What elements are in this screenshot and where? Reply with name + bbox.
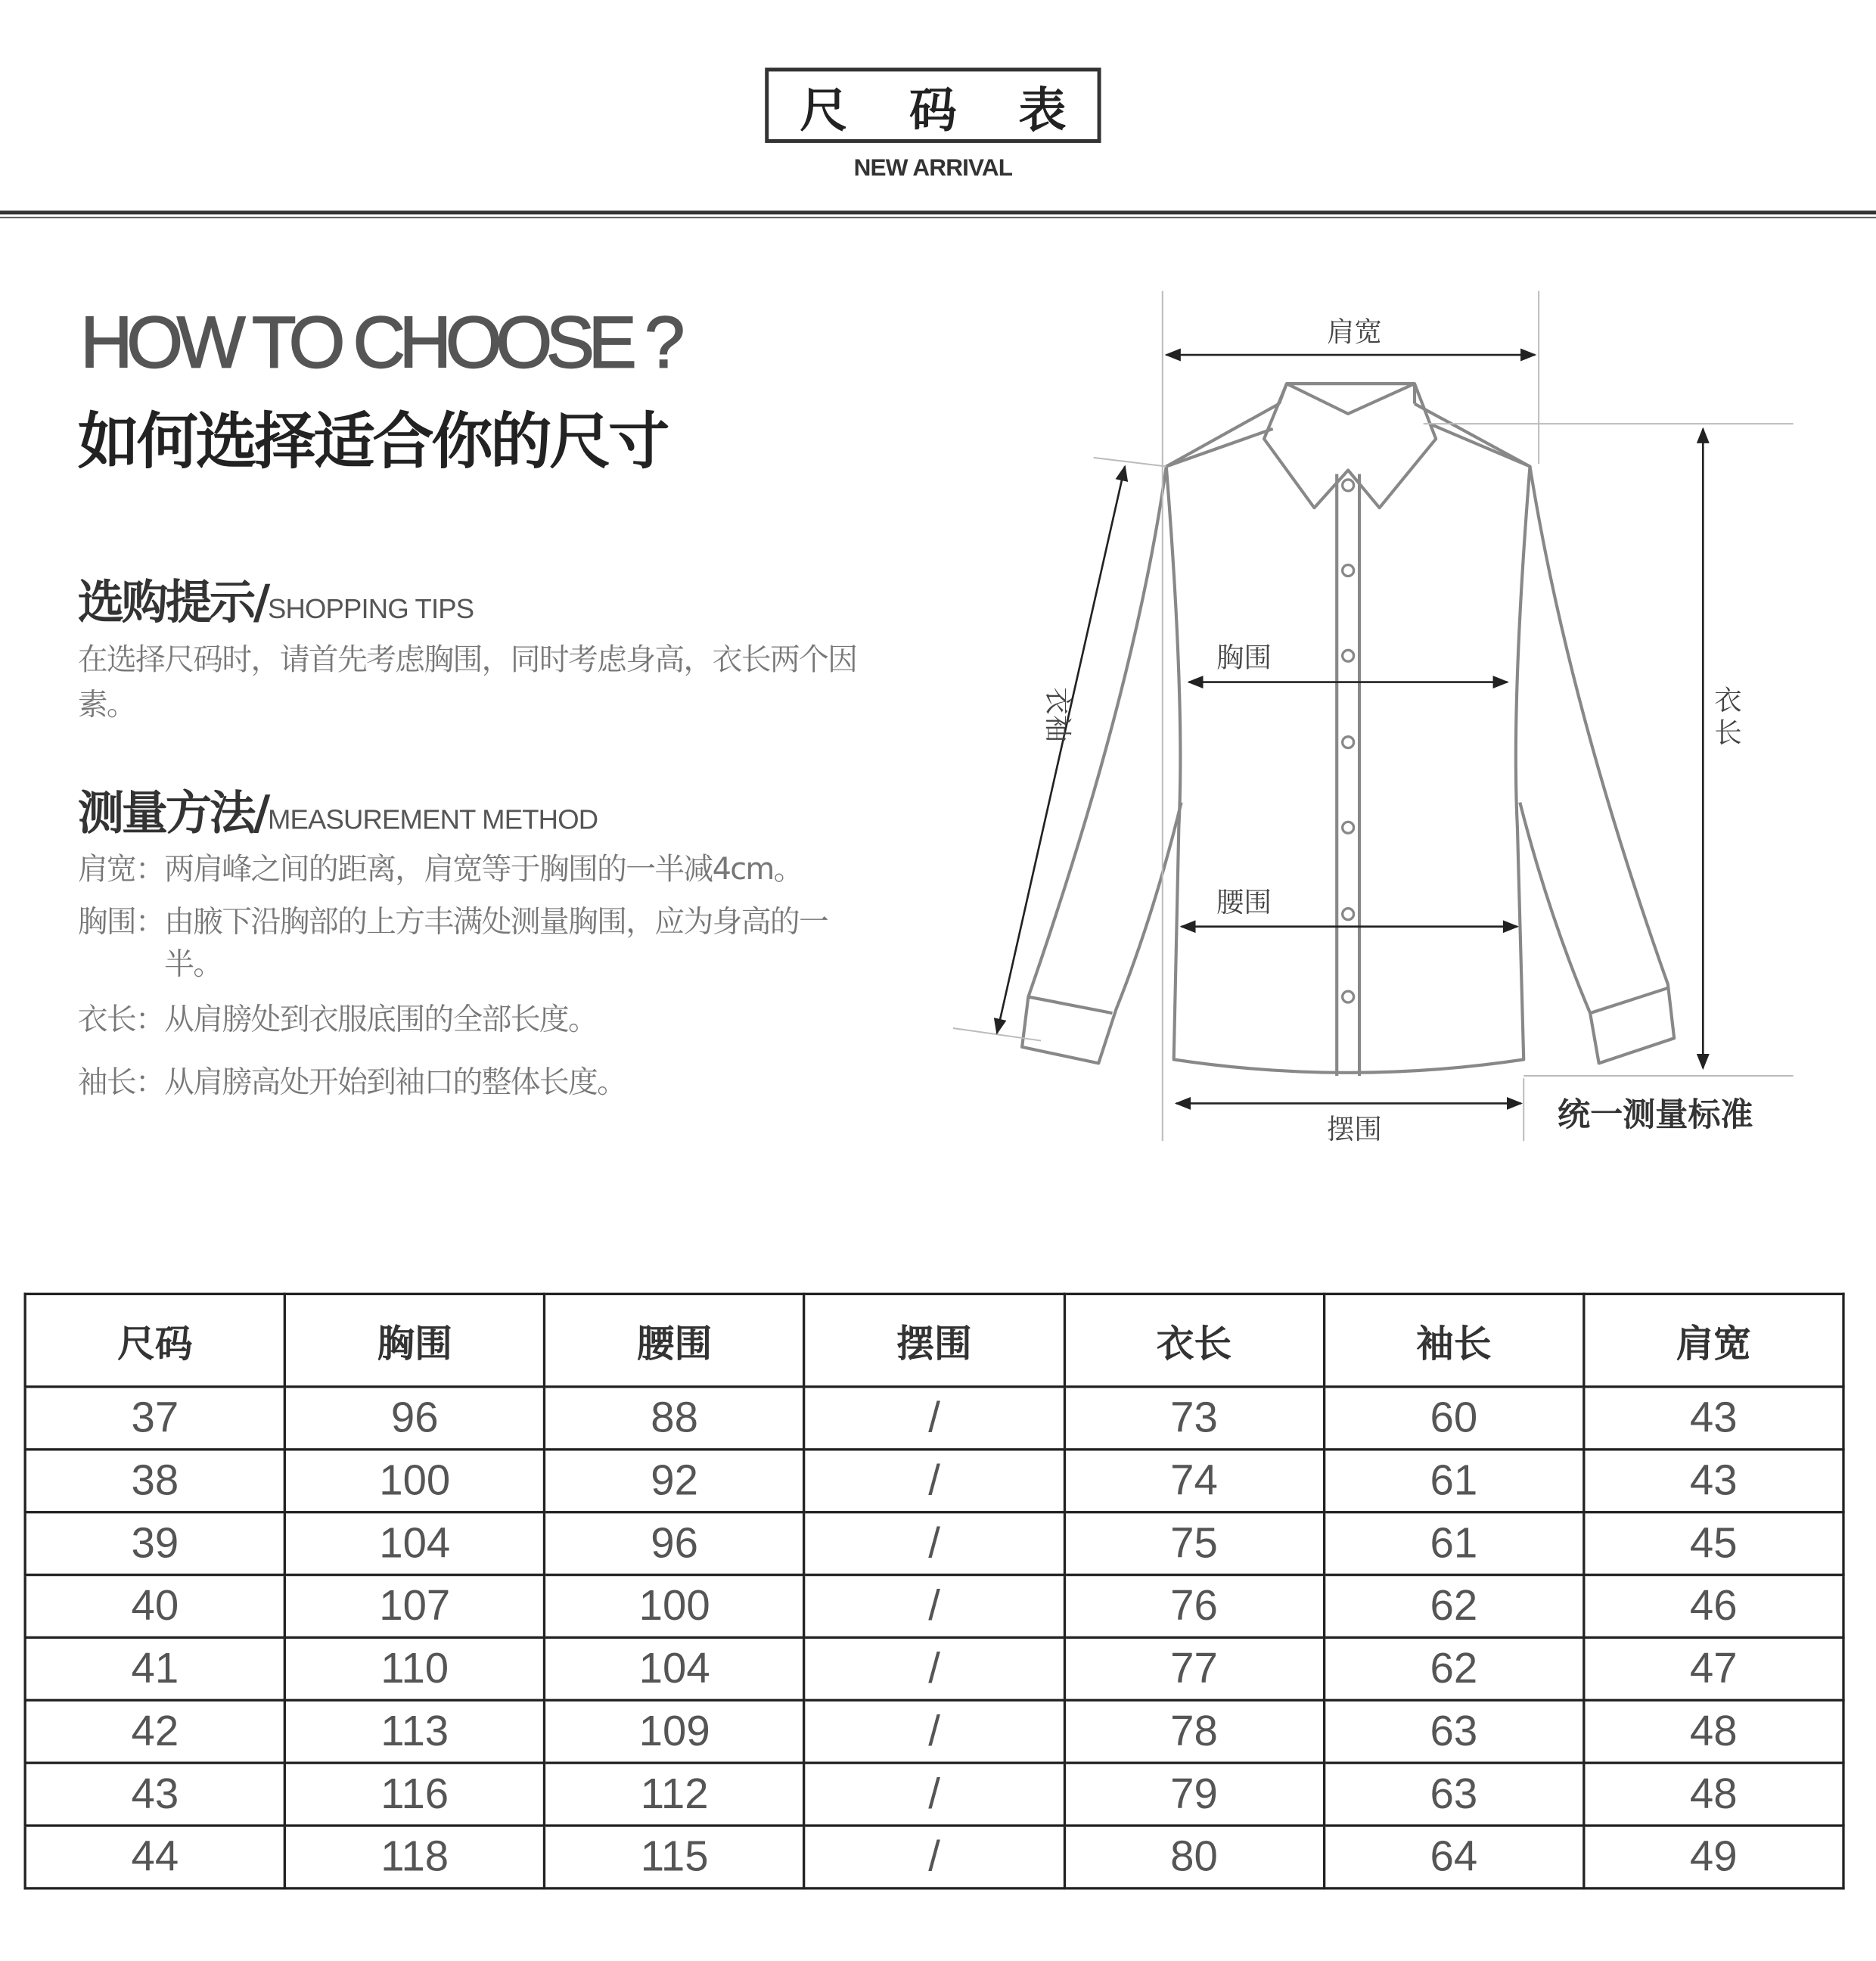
table-cell: 64 <box>1324 1826 1583 1888</box>
header-sleeve: 袖长 <box>1324 1294 1583 1387</box>
table-row <box>25 1826 1843 1888</box>
method-item-sleeve <box>78 1061 930 1103</box>
table-cell: 88 <box>545 1387 804 1450</box>
table-cell: 39 <box>25 1512 284 1575</box>
table-cell: 37 <box>25 1387 284 1450</box>
shirt-measurement-diagram <box>928 276 1876 1179</box>
hem-label: 摆围 <box>1326 1112 1382 1145</box>
table-cell: 116 <box>285 1763 545 1826</box>
table-cell: 62 <box>1324 1637 1583 1700</box>
table-cell: 112 <box>545 1763 804 1826</box>
shopping-tips-heading-cn: 选购提示/ <box>77 575 268 629</box>
table-cell: / <box>804 1826 1064 1888</box>
table-row <box>25 1512 1843 1575</box>
table-cell: 38 <box>25 1450 284 1512</box>
waist-label: 腰围 <box>1216 885 1272 918</box>
table-cell: 74 <box>1064 1450 1324 1512</box>
table-cell: 96 <box>545 1512 804 1575</box>
table-row <box>25 1450 1843 1512</box>
table-cell: 49 <box>1584 1826 1843 1888</box>
table-cell: 100 <box>545 1575 804 1638</box>
method-label: 袖长： <box>77 1064 165 1100</box>
header-size: 尺码 <box>25 1294 284 1387</box>
length-label-1: 衣 <box>1714 684 1742 717</box>
how-to-choose-heading: HOW TO CHOOSE ? <box>80 302 679 384</box>
method-label: 肩宽： <box>77 851 165 887</box>
table-cell: 96 <box>285 1387 545 1450</box>
table-cell: 61 <box>1324 1512 1583 1575</box>
table-cell: 78 <box>1064 1700 1324 1763</box>
measurement-guides <box>953 291 1794 1141</box>
table-cell: 43 <box>25 1763 284 1826</box>
table-cell: 76 <box>1064 1575 1324 1638</box>
table-cell: / <box>804 1512 1064 1575</box>
header-waist: 腰围 <box>545 1294 804 1387</box>
table-cell: 110 <box>285 1637 545 1700</box>
method-item-chest <box>78 900 881 986</box>
shopping-tips-heading <box>78 564 474 632</box>
how-to-choose-heading-cn: 如何选择适合你的尺寸 <box>77 406 667 478</box>
table-cell: / <box>804 1387 1064 1450</box>
table-row <box>25 1575 1843 1638</box>
table-row <box>25 1700 1843 1763</box>
table-cell: 80 <box>1064 1826 1324 1888</box>
new-arrival-subtitle: NEW ARRIVAL <box>853 155 1013 182</box>
table-cell: 60 <box>1324 1387 1583 1450</box>
table-cell: 73 <box>1064 1387 1324 1450</box>
table-cell: 100 <box>285 1450 545 1512</box>
chest-label: 胸围 <box>1216 641 1272 674</box>
table-row <box>25 1637 1843 1700</box>
table-cell: 79 <box>1064 1763 1324 1826</box>
header-hem: 摆围 <box>804 1294 1064 1387</box>
header-divider-thin <box>0 217 1876 219</box>
measurement-method-heading <box>78 775 598 842</box>
header-divider <box>0 210 1876 214</box>
table-cell: 115 <box>545 1826 804 1888</box>
table-cell: 113 <box>285 1700 545 1763</box>
size-chart-title: 尺 码 表 <box>765 67 1101 142</box>
table-cell: 43 <box>1584 1450 1843 1512</box>
table-cell: 48 <box>1584 1700 1843 1763</box>
table-cell: 43 <box>1584 1387 1843 1450</box>
standard-note: 统一测量标准 <box>1557 1096 1753 1135</box>
method-text: 从肩膀高处开始到袖口的整体长度。 <box>164 1064 626 1100</box>
header-shoulder: 肩宽 <box>1584 1294 1843 1387</box>
table-cell: 40 <box>25 1575 284 1638</box>
shopping-tips-text: 在选择尺码时，请首先考虑胸围，同时考虑身高，衣长两个因素。 <box>77 642 857 723</box>
table-cell: 104 <box>285 1512 545 1575</box>
header-length: 衣长 <box>1064 1294 1324 1387</box>
shopping-tips-heading-en: SHOPPING TIPS <box>267 592 474 625</box>
table-cell: 104 <box>545 1637 804 1700</box>
table-cell: 42 <box>25 1700 284 1763</box>
method-text: 从肩膀处到衣服底围的全部长度。 <box>164 1002 598 1037</box>
header-chest: 胸围 <box>285 1294 545 1387</box>
method-label: 胸围： <box>77 903 165 940</box>
table-cell: 47 <box>1584 1637 1843 1700</box>
table-cell: 61 <box>1324 1450 1583 1512</box>
sleeve-label: 衣袖 <box>1041 687 1074 743</box>
table-cell: 92 <box>545 1450 804 1512</box>
table-cell: 63 <box>1324 1763 1583 1826</box>
table-cell: 48 <box>1584 1763 1843 1826</box>
table-cell: / <box>804 1575 1064 1638</box>
table-cell: 77 <box>1064 1637 1324 1700</box>
table-row <box>25 1763 1843 1826</box>
table-cell: 63 <box>1324 1700 1583 1763</box>
size-table <box>23 1293 1844 1890</box>
method-text: 两肩峰之间的距离，肩宽等于胸围的一半减4cm。 <box>164 851 803 887</box>
measurement-method-heading-cn: 测量方法/ <box>77 786 268 841</box>
table-cell: 118 <box>285 1826 545 1888</box>
length-label-2: 长 <box>1714 716 1742 750</box>
table-cell: 107 <box>285 1575 545 1638</box>
table-cell: / <box>804 1637 1064 1700</box>
method-item-length <box>78 998 930 1040</box>
table-cell: / <box>804 1700 1064 1763</box>
method-text: 由腋下沿胸部的上方丰满处测量胸围，应为身高的一半。 <box>164 903 828 982</box>
method-label: 衣长： <box>77 1002 165 1037</box>
table-cell: 44 <box>25 1826 284 1888</box>
measurement-method-heading-en: MEASUREMENT METHOD <box>267 803 598 835</box>
shirt-buttons <box>1343 480 1354 1002</box>
table-cell: / <box>804 1763 1064 1826</box>
table-cell: 62 <box>1324 1575 1583 1638</box>
method-item-shoulder <box>78 847 930 890</box>
table-cell: 41 <box>25 1637 284 1700</box>
table-cell: / <box>804 1450 1064 1512</box>
table-row <box>25 1387 1843 1450</box>
table-cell: 109 <box>545 1700 804 1763</box>
shoulder-label: 肩宽 <box>1326 315 1382 348</box>
table-cell: 45 <box>1584 1512 1843 1575</box>
table-header-row <box>25 1294 1843 1387</box>
table-cell: 46 <box>1584 1575 1843 1638</box>
table-cell: 75 <box>1064 1512 1324 1575</box>
